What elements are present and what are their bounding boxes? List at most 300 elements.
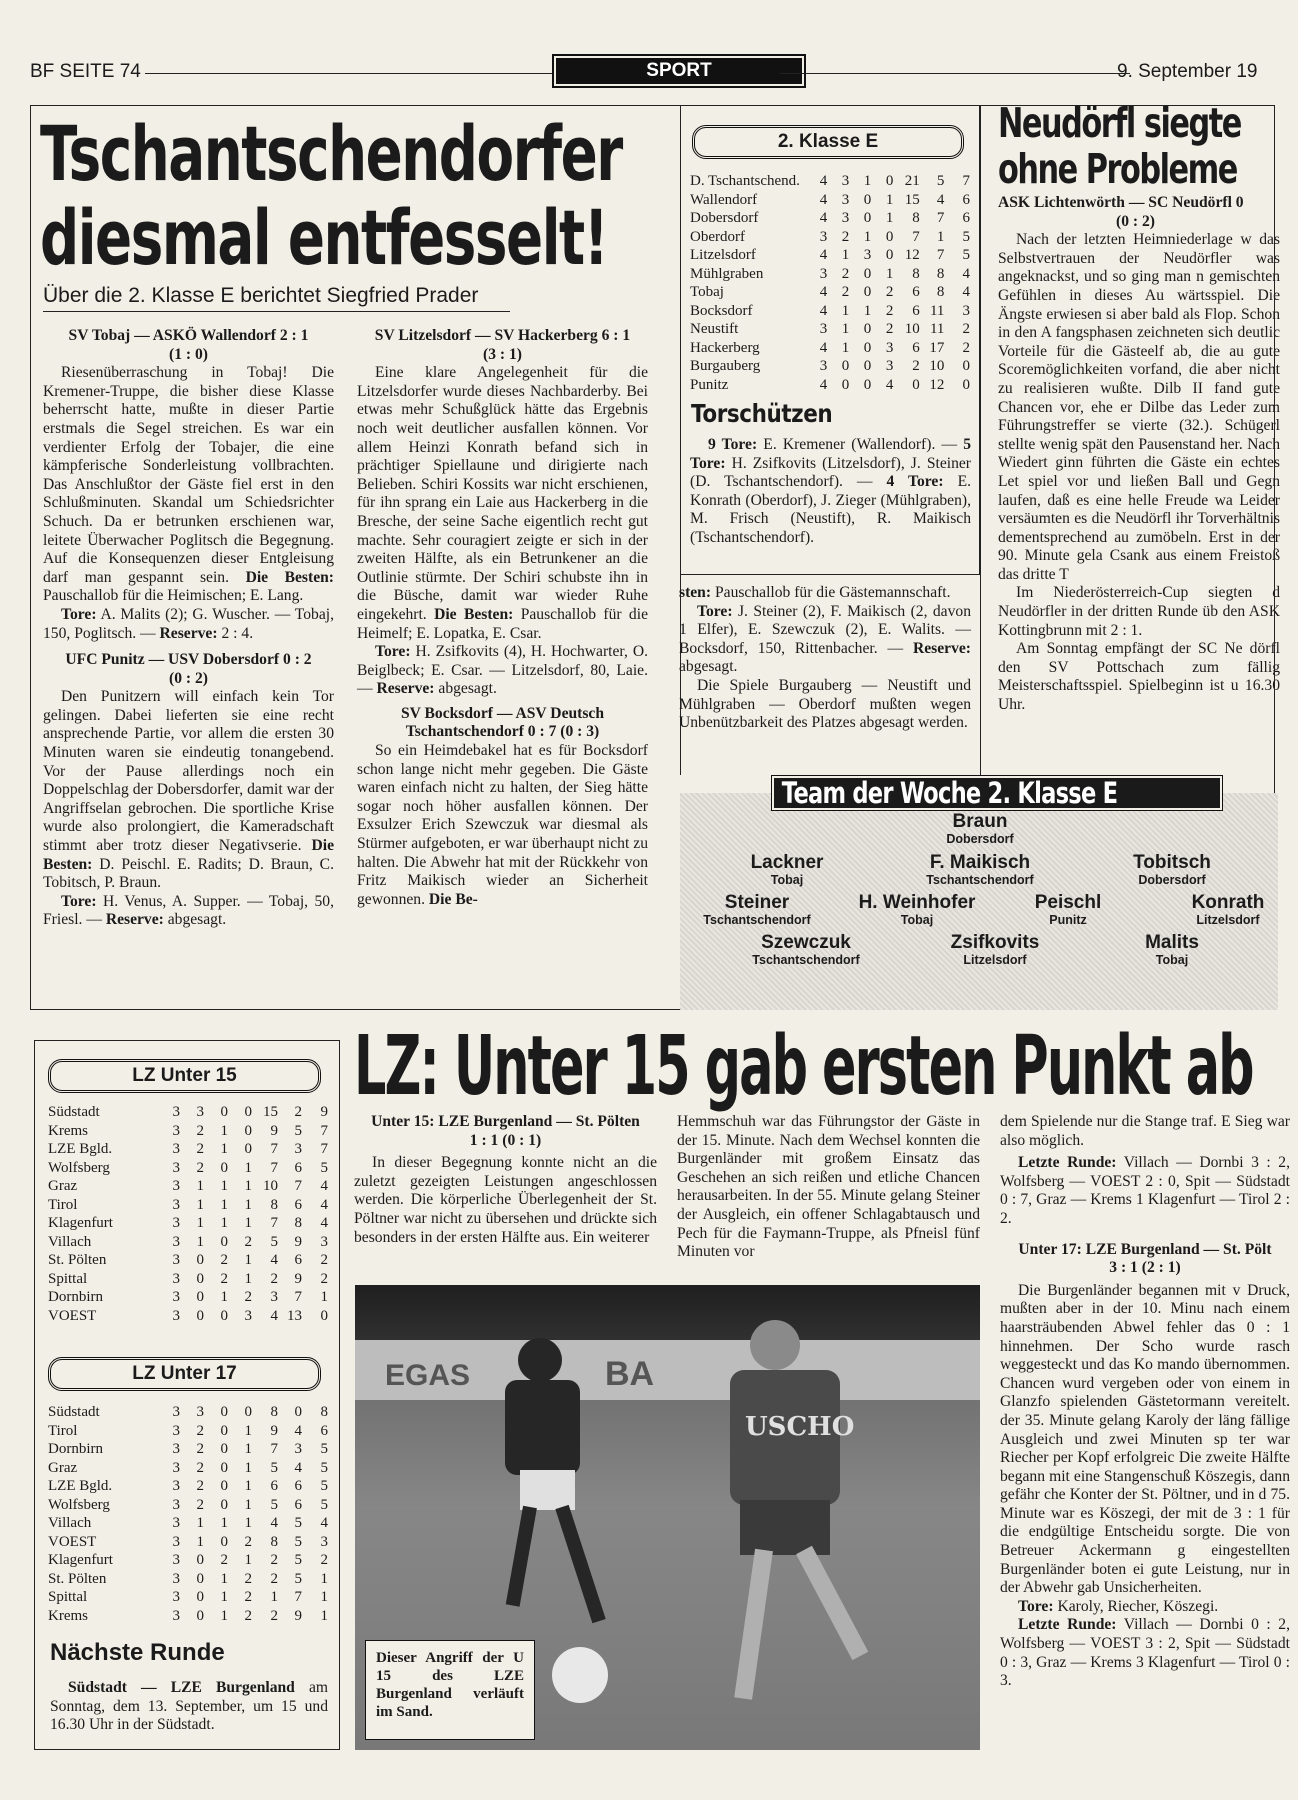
table-row (48, 1403, 328, 1422)
stat-cell: 1 (220, 1178, 228, 1194)
stat-cell: 1 (885, 191, 894, 208)
stat-cell: 1 (220, 1589, 228, 1605)
stat-cell: 6 (962, 210, 970, 226)
stat-cell: 7 (320, 1122, 328, 1139)
table-row (690, 320, 970, 339)
table-row (48, 1270, 328, 1289)
byline: Über die 2. Klasse E berichtet Siegfried Prader (43, 284, 479, 307)
table-row (48, 1307, 328, 1326)
stat-cell: 1 (270, 1589, 278, 1605)
stat-cell: 2 (270, 1607, 278, 1624)
stat-cell: 3 (819, 321, 828, 337)
headline-line-2: diesmal entfesselt! (40, 193, 608, 282)
player-name: F. Maikisch (929, 852, 1031, 873)
team-name-cell: St. Pölten (48, 1570, 107, 1587)
table-row (690, 191, 970, 210)
stat-cell: 1 (863, 302, 872, 319)
stat-cell: 2 (270, 1270, 278, 1287)
stat-cell: 0 (320, 1307, 328, 1324)
match-goals: Tore: A. Malits (2); G. Wuscher. — Tobaj, 150, Poglitsch. — Reserve: 2 : 4. (43, 605, 334, 642)
team-name-cell: Klagenfurt (48, 1552, 113, 1568)
match-report: Den Punitzern will einfach kein Tor gelingen. Dabei lieferten sie eine recht ansprechende Partie, vor allem die ersten 30 Minuten waren sie eindeutig tonangebend. Vor der Pause allerdings noch ein Doppelschlag der Dobersdorfer, damit war der Angriffselan gebrochen. Die sportliche Krise wurde also prolongiert, die Kameradschaft stimmt aber trotz dieser Negativserie. Die Besten: D. Peischl. E. Radits; D. Braun, C. Tobitsch, P. Braun. (43, 688, 334, 892)
team-name-cell: Burgauberg (690, 358, 761, 374)
u15-report-col-2: Hemmschuh war das Führungstor der Gäste in der 15. Minute. Nach dem Wechsel konnten die Burgenländer mit großem Einsatz das Geschehen an sich reißen und etliche Chancen herausarbeiten. In der 55. Minute gelang Steiner der Ausgleich, ein offener Schlagabtausch und Pech für die Faymann-Truppe, als Pfneisl fünf Minuten vor (677, 1113, 980, 1261)
team-name-cell: Dobersdorf (690, 210, 759, 226)
player-name: Malits (1145, 932, 1199, 953)
team-player (716, 932, 896, 967)
stat-cell: 7 (320, 1141, 328, 1157)
stat-cell: 4 (885, 376, 894, 393)
table-row (48, 1607, 328, 1626)
header-rule-left (145, 73, 580, 74)
stat-cell: 7 (294, 1589, 302, 1605)
stat-cell: 1 (220, 1607, 228, 1624)
stat-cell: 2 (320, 1552, 328, 1568)
stat-cell: 8 (270, 1196, 278, 1213)
team-name-cell: St. Pölten (48, 1252, 107, 1268)
stat-cell: 0 (196, 1289, 204, 1305)
player-club: Dobersdorf (1138, 873, 1206, 887)
svg-text:USCHO: USCHO (745, 1412, 855, 1442)
side-match-score: (0 : 2) (1116, 212, 1155, 230)
page-number: BF SEITE 74 (30, 61, 141, 82)
lz-headline: LZ: Unter 15 gab ersten Punkt ab (354, 1019, 1253, 1114)
stat-cell: 1 (220, 1289, 228, 1305)
stat-cell: 8 (936, 265, 945, 282)
stat-cell: 2 (885, 302, 894, 319)
stat-cell: 3 (172, 1159, 180, 1176)
stat-cell: 4 (819, 247, 828, 263)
page-date: 9. September 19 (1117, 61, 1258, 82)
table-row (48, 1159, 328, 1178)
table-row (690, 376, 970, 395)
stat-cell: 4 (962, 265, 970, 282)
stat-cell: 4 (320, 1196, 328, 1213)
stat-cell: 4 (320, 1515, 328, 1531)
stat-cell: 15 (904, 191, 920, 208)
stat-cell: 2 (244, 1233, 252, 1250)
stat-cell: 6 (912, 339, 920, 356)
stat-cell: 8 (936, 284, 945, 300)
stat-cell: 1 (196, 1215, 204, 1231)
u17-table-title: LZ Unter 17 (48, 1357, 321, 1391)
stat-cell: 6 (294, 1496, 302, 1513)
table-row (48, 1103, 328, 1122)
stat-cell: 3 (172, 1459, 180, 1476)
stat-cell: 1 (244, 1215, 252, 1231)
stat-cell: 3 (172, 1289, 180, 1305)
scorers-title: Torschützen (691, 399, 833, 428)
page-header (30, 60, 1298, 90)
stat-cell: 3 (294, 1141, 302, 1157)
next-round-text: Südstadt — LZE Burgenland am Sonntag, dem 13. September, um 15 und 16.30 Uhr in der Südstadt. (50, 1679, 328, 1734)
table-row (48, 1251, 328, 1270)
player-club: Tobaj (770, 873, 804, 887)
stat-cell: 1 (220, 1570, 228, 1587)
stat-cell: 1 (244, 1270, 252, 1287)
stat-cell: 2 (962, 339, 970, 356)
player-name: Zsifkovits (950, 932, 1040, 953)
stat-cell: 17 (929, 339, 945, 356)
stat-cell: 5 (294, 1552, 302, 1568)
stat-cell: 3 (172, 1515, 180, 1531)
stat-cell: 1 (196, 1515, 204, 1531)
stat-cell: 1 (196, 1533, 204, 1550)
team-name-cell: Mühlgraben (690, 265, 764, 282)
stat-cell: 1 (841, 302, 850, 319)
stat-cell: 5 (320, 1478, 328, 1494)
stat-cell: 3 (320, 1533, 328, 1550)
team-name-cell: LZE Bgld. (48, 1141, 113, 1157)
team-name-cell: Hackerberg (690, 339, 760, 356)
stat-cell: 6 (294, 1159, 302, 1176)
stat-cell: 4 (320, 1178, 328, 1194)
stat-cell: 2 (841, 265, 850, 282)
stat-cell: 7 (294, 1178, 302, 1194)
stat-cell: 2 (320, 1252, 328, 1268)
player-club: Tobaj (900, 913, 934, 927)
headline-line-1: Tschantschendorfer (40, 109, 622, 198)
stat-cell: 0 (863, 210, 872, 226)
stat-cell: 3 (172, 1196, 180, 1213)
team-player (1082, 932, 1262, 967)
stat-cell: 3 (885, 339, 894, 356)
match-photo (355, 1285, 980, 1750)
stat-cell: 7 (962, 173, 970, 189)
table-row (690, 302, 970, 321)
stat-cell: 7 (270, 1159, 278, 1176)
stat-cell: 1 (196, 1178, 204, 1194)
team-name-cell: Wallendorf (690, 191, 758, 208)
stat-cell: 5 (294, 1122, 302, 1139)
stat-cell: 3 (196, 1404, 204, 1420)
stat-cell: 5 (270, 1496, 278, 1513)
stat-cell: 4 (819, 302, 828, 319)
stat-cell: 0 (885, 228, 894, 245)
match-heading: UFC Punitz — USV Dobersdorf 0 : 2 (65, 651, 312, 669)
stat-cell: 2 (320, 1270, 328, 1287)
stat-cell: 0 (244, 1122, 252, 1139)
table-row (48, 1440, 328, 1459)
stat-cell: 2 (196, 1441, 204, 1457)
player-club: Tschantschendorf (752, 953, 860, 967)
stat-cell: 4 (320, 1215, 328, 1231)
stat-cell: 7 (936, 210, 945, 226)
stat-cell: 6 (294, 1196, 302, 1213)
stat-cell: 1 (244, 1552, 252, 1568)
stat-cell: 0 (220, 1459, 228, 1476)
table-row (690, 265, 970, 284)
stat-cell: 0 (196, 1252, 204, 1268)
player-club: Litzelsdorf (1196, 913, 1260, 927)
team-name-cell: Krems (48, 1607, 88, 1624)
stat-cell: 10 (904, 321, 920, 337)
stat-cell: 1 (320, 1570, 328, 1587)
stat-cell: 8 (294, 1215, 302, 1231)
stat-cell: 1 (841, 339, 850, 356)
stat-cell: 2 (196, 1478, 204, 1494)
stat-cell: 5 (294, 1533, 302, 1550)
side-article (998, 100, 1298, 780)
stat-cell: 4 (819, 284, 828, 300)
team-name-cell: Südstadt (48, 1104, 100, 1120)
stat-cell: 0 (841, 376, 850, 393)
stat-cell: 1 (841, 321, 850, 337)
team-name-cell: Graz (48, 1459, 78, 1476)
player-club: Litzelsdorf (963, 953, 1027, 967)
stat-cell: 2 (220, 1270, 228, 1287)
stat-cell: 4 (819, 339, 828, 356)
team-name-cell: VOEST (48, 1533, 97, 1550)
team-name-cell: Wolfsberg (48, 1496, 110, 1513)
stat-cell: 3 (172, 1178, 180, 1194)
stat-cell: 1 (220, 1515, 228, 1531)
table-row (48, 1422, 328, 1441)
table-row (690, 172, 970, 191)
stat-cell: 2 (270, 1570, 278, 1587)
stat-cell: 1 (244, 1459, 252, 1476)
stat-cell: 3 (172, 1441, 180, 1457)
stat-cell: 6 (294, 1478, 302, 1494)
table-row (48, 1477, 328, 1496)
stat-cell: 3 (172, 1270, 180, 1287)
photo-caption: Dieser Angriff der U 15 des LZE Burgenland verläuft im Sand. (365, 1640, 535, 1740)
stat-cell: 11 (929, 321, 945, 337)
standings-table (690, 172, 970, 394)
stat-cell: 3 (841, 173, 850, 189)
stat-cell: 0 (244, 1104, 252, 1120)
stat-cell: 8 (912, 210, 920, 226)
stat-cell: 1 (841, 247, 850, 263)
stat-cell: 8 (320, 1404, 328, 1420)
stat-cell: 1 (863, 173, 872, 189)
team-name-cell: Tobaj (690, 284, 724, 300)
stat-cell: 2 (912, 358, 920, 374)
table-row (48, 1588, 328, 1607)
table-row (48, 1533, 328, 1552)
match-score: (0 : 2) (169, 669, 208, 687)
table-row (690, 339, 970, 358)
article-column-3 (679, 584, 971, 733)
stat-cell: 8 (912, 265, 920, 282)
stat-cell: 3 (819, 228, 828, 245)
table-row (690, 246, 970, 265)
stat-cell: 0 (220, 1496, 228, 1513)
stat-cell: 3 (172, 1570, 180, 1587)
stat-cell: 12 (904, 247, 920, 263)
team-of-the-week (680, 776, 1278, 1010)
stat-cell: 0 (863, 321, 872, 337)
stat-cell: 5 (294, 1570, 302, 1587)
stat-cell: 6 (912, 284, 920, 300)
stat-cell: 1 (863, 228, 872, 245)
match-score: (1 : 0) (169, 345, 208, 363)
standings-title: 2. Klasse E (692, 125, 964, 159)
stat-cell: 2 (244, 1289, 252, 1305)
stat-cell: 1 (320, 1289, 328, 1305)
stat-cell: 5 (294, 1515, 302, 1531)
frame-divider-2 (980, 105, 981, 775)
team-name-cell: Villach (48, 1515, 92, 1531)
team-name-cell: Südstadt (48, 1404, 100, 1420)
team-name-cell: D. Tschantschend. (690, 173, 800, 189)
header-rule-right (780, 73, 1130, 74)
stat-cell: 3 (172, 1122, 180, 1139)
match-heading: SV Litzelsdorf — SV Hackerberg 6 : 1 (374, 327, 631, 344)
stat-cell: 5 (270, 1459, 278, 1476)
stat-cell: 0 (196, 1307, 204, 1324)
stat-cell: 0 (863, 265, 872, 282)
team-player (890, 811, 1070, 846)
team-name-cell: Dornbirn (48, 1289, 103, 1305)
scorers-list: 9 Tore: E. Kremener (Wallendorf). — 5 Tore: H. Zsifkovits (Litzelsdorf), J. Steiner (D. Tschantschendorf). — 4 Tore: E. Konrath (Oberdorf), J. Zieger (Mühlgraben), M. Frisch (Neustift), R. Maikisch (Tschantschendorf). (690, 436, 971, 546)
team-of-week-title: Team der Woche 2. Klasse E (772, 776, 1222, 810)
team-name-cell: Oberdorf (690, 228, 745, 245)
stat-cell: 9 (270, 1422, 278, 1439)
team-player (697, 852, 877, 887)
stat-cell: 3 (172, 1252, 180, 1268)
stat-cell: 1 (244, 1515, 252, 1531)
stat-cell: 0 (220, 1404, 228, 1420)
stat-cell: 1 (244, 1178, 252, 1194)
stat-cell: 15 (263, 1104, 278, 1120)
stat-cell: 0 (220, 1104, 228, 1120)
stat-cell: 6 (270, 1478, 278, 1494)
stat-cell: 0 (885, 173, 894, 189)
stat-cell: 5 (320, 1496, 328, 1513)
stat-cell: 3 (841, 210, 850, 226)
team-player (905, 932, 1085, 967)
stat-cell: 4 (819, 210, 828, 226)
stat-cell: 0 (294, 1404, 302, 1420)
team-name-cell: Krems (48, 1122, 88, 1139)
table-row (48, 1459, 328, 1478)
team-name-cell: Tirol (48, 1422, 78, 1439)
stat-cell: 2 (885, 284, 894, 300)
stat-cell: 0 (863, 191, 872, 208)
match-goals: Tore: J. Steiner (2), F. Maikisch (2, davon 1 Elfer), E. Szewczuk (2), E. Walits. — Bocksdorf, 150, Rittenbacher. — Reserve: abgesagt. (679, 602, 971, 676)
player-club: Tobaj (1155, 953, 1189, 967)
stat-cell: 9 (294, 1270, 302, 1287)
stat-cell: 3 (172, 1496, 180, 1513)
section-title: SPORT (556, 58, 802, 84)
stat-cell: 3 (172, 1404, 180, 1420)
stat-cell: 9 (320, 1104, 328, 1120)
stat-cell: 1 (196, 1233, 204, 1250)
stat-cell: 11 (929, 302, 945, 319)
stat-cell: 2 (244, 1589, 252, 1605)
stat-cell: 1 (196, 1196, 204, 1213)
player-name: Peischl (1034, 892, 1102, 913)
stat-cell: 3 (172, 1422, 180, 1439)
team-name-cell: Neustift (690, 321, 739, 337)
stat-cell: 1 (244, 1478, 252, 1494)
hoarding-sign: EGAS (385, 1359, 471, 1392)
table-row (48, 1233, 328, 1252)
stat-cell: 0 (863, 339, 872, 356)
stat-cell: 2 (196, 1496, 204, 1513)
stat-cell: 2 (220, 1252, 228, 1268)
stat-cell: 1 (244, 1441, 252, 1457)
stat-cell: 0 (220, 1233, 228, 1250)
stat-cell: 1 (320, 1607, 328, 1624)
hoarding-sign: BA (605, 1355, 655, 1393)
team-name-cell: Bocksdorf (690, 302, 753, 319)
stat-cell: 1 (244, 1159, 252, 1176)
stat-cell: 3 (172, 1478, 180, 1494)
stat-cell: 3 (172, 1104, 180, 1120)
stat-cell: 1 (244, 1196, 252, 1213)
side-match-heading: ASK Lichtenwörth — SC Neudörfl 0 (998, 194, 1244, 211)
byline-rule (43, 311, 510, 312)
team-name-cell: Spittal (48, 1589, 88, 1605)
stat-cell: 2 (244, 1607, 252, 1624)
table-row (48, 1496, 328, 1515)
stat-cell: 5 (270, 1233, 278, 1250)
stat-cell: 0 (912, 376, 920, 393)
player-club: Tschantschendorf (703, 913, 811, 927)
stat-cell: 4 (962, 284, 970, 300)
match-score: (3 : 1) (483, 345, 522, 363)
stat-cell: 0 (863, 284, 872, 300)
standings-box-2-klasse-e (680, 105, 980, 575)
stat-cell: 3 (196, 1104, 204, 1120)
team-name-cell: Spittal (48, 1270, 88, 1287)
match-heading: SV Tobaj — ASKÖ Wallendorf 2 : 1 (68, 327, 309, 344)
match-report: Riesenüberraschung in Tobaj! Die Kremener-Truppe, die bisher diese Klasse beherrscht hatte, mußte in dieser Partie erstmals die Segel streichen. Es war ein verdienter Erfolg der Tobajer, die eine kämpferische Sonderleistung vollbrachten. Das Anschlußtor der Gäste fiel erst in den Schlußminuten. Skandal um Schiedsrichter Schuch. Da er betrunken erschienen war, leitete Überwacher Poglitsch die Begegnung. Auf die Konsequenzen dieser Entgleisung darf man gespannt sein. Die Besten: Pauschallob für die Heimischen; E. Lang. (43, 364, 334, 605)
stat-cell: 8 (270, 1533, 278, 1550)
stat-cell: 3 (863, 247, 872, 263)
stat-cell: 1 (320, 1589, 328, 1605)
stat-cell: 3 (172, 1533, 180, 1550)
team-name-cell: Graz (48, 1178, 78, 1194)
stat-cell: 3 (172, 1233, 180, 1250)
stat-cell: 0 (863, 358, 872, 374)
u15-report-col-1: Unter 15: LZE Burgenland — St. Pölten 1 : 1 (0 : 1) In dieser Begegnung konnte nicht an die zuletzt gezeigten Leistungen angeschlossen werden. Die körperliche Überlegenheit der St. Pöltner war nicht zu übersehen und drückte sich besonders in der ersten Hälfte aus. Ein weiterer (354, 1113, 657, 1246)
match-goals: Tore: H. Zsifkovits (4), H. Hochwarter, O. Beiglbeck; E. Csar. — Litzelsdorf, 80, Laie. — Reserve: abgesagt. (357, 643, 648, 698)
match-report: So ein Heimdebakel hat es für Bocksdorf schon lange nicht mehr gegeben. Die Gäste waren einfach nicht zu halten, der Sieg hätte sogar noch höher ausfallen können. Der Exsulzer Erich Szewczuk war diesmal als Stürmer aufgeboten, er war überhaupt nicht zu halten. Die Abwehr hat mit der Rückkehr von Fritz Maikisch wieder an Sicherheit gewonnen. Die Be- (357, 742, 648, 908)
stat-cell: 7 (936, 247, 945, 263)
team-name-cell: Punitz (690, 376, 729, 393)
team-player (890, 852, 1070, 887)
stat-cell: 1 (220, 1122, 228, 1139)
stat-cell: 21 (904, 173, 920, 189)
stat-cell: 3 (270, 1289, 278, 1305)
stat-cell: 0 (962, 358, 970, 374)
stat-cell: 7 (270, 1441, 278, 1457)
stat-cell: 1 (244, 1252, 252, 1268)
stat-cell: 0 (196, 1552, 204, 1568)
team-name-cell: Wolfsberg (48, 1159, 110, 1176)
stat-cell: 0 (220, 1478, 228, 1494)
stat-cell: 13 (287, 1307, 302, 1324)
best-players: sten: Pauschallob für die Gästemannschaft. (679, 584, 951, 601)
stat-cell: 2 (220, 1552, 228, 1568)
u17-standings-table (48, 1403, 328, 1625)
stat-cell: 0 (244, 1404, 252, 1420)
table-row (48, 1551, 328, 1570)
stat-cell: 0 (196, 1570, 204, 1587)
stat-cell: 1 (936, 228, 945, 245)
stat-cell: 2 (196, 1141, 204, 1157)
stat-cell: 2 (244, 1533, 252, 1550)
team-player (667, 892, 847, 927)
table-row (48, 1570, 328, 1589)
stat-cell: 2 (270, 1552, 278, 1568)
team-name-cell: Villach (48, 1233, 92, 1250)
stat-cell: 2 (196, 1422, 204, 1439)
player-name: H. Weinhofer (858, 892, 976, 913)
